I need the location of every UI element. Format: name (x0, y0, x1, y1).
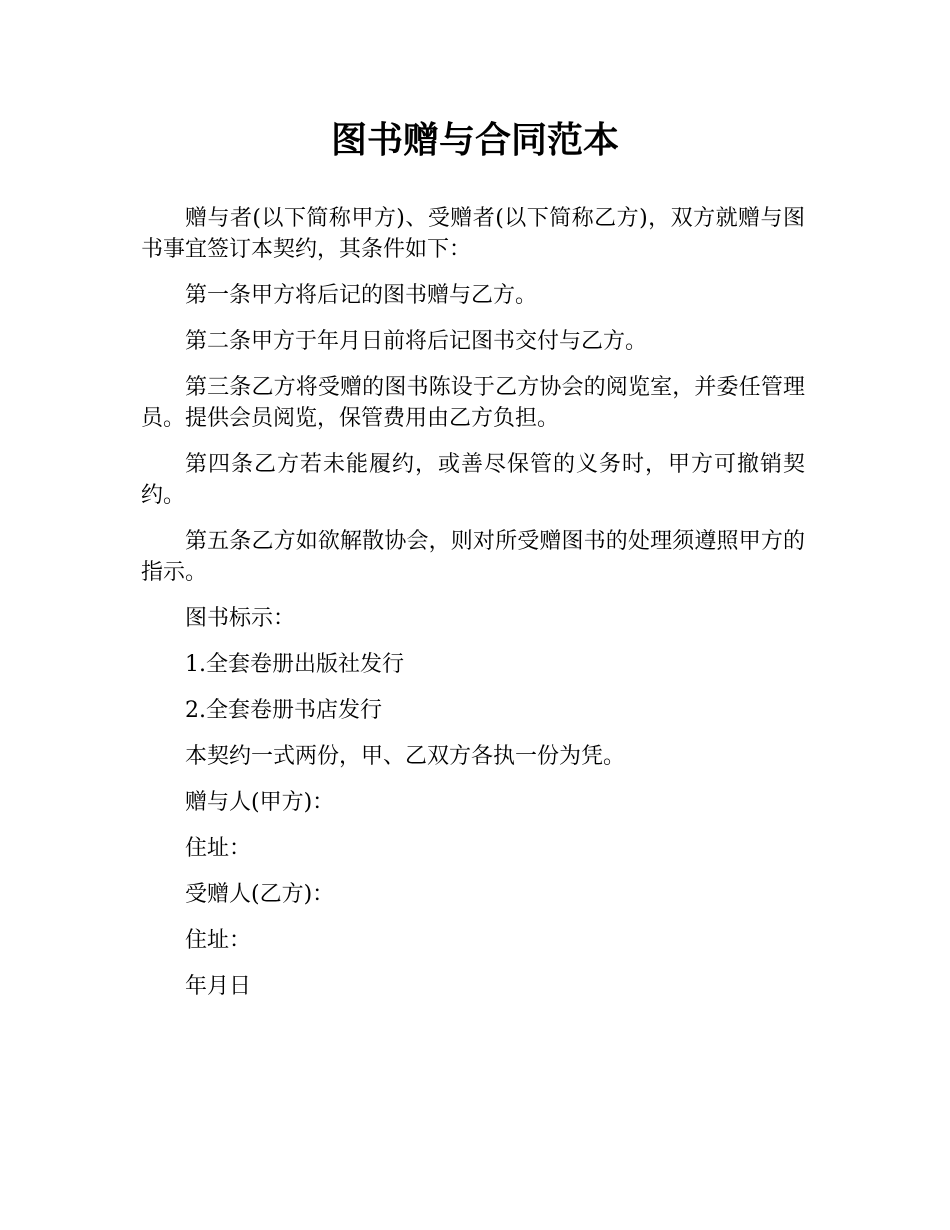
intro-paragraph: 赠与者(以下简称甲方)、受赠者(以下简称乙方)，双方就赠与图书事宜签订本契约，其条件如下： (141, 206, 805, 262)
book-item-1: 1.全套卷册出版社发行 (185, 652, 404, 677)
recipient-signature-line: 受赠人(乙方)： (185, 882, 335, 907)
document-title: 图书赠与合同范本 (330, 120, 619, 161)
article-2: 第二条甲方于年月日前将后记图书交付与乙方。 (185, 329, 648, 354)
donor-address-line: 住址： (185, 836, 252, 861)
date-line: 年月日 (185, 974, 252, 999)
article-3: 第三条乙方将受赠的图书陈设于乙方协会的阅览室，并委任管理员。提供会员阅览，保管费用由乙方负担。 (141, 375, 805, 431)
book-list-heading: 图书标示： (185, 606, 296, 631)
copies-clause: 本契约一式两份，甲、乙双方各执一份为凭。 (185, 744, 626, 769)
book-item-2: 2.全套卷册书店发行 (185, 698, 382, 723)
article-1: 第一条甲方将后记的图书赠与乙方。 (185, 283, 538, 308)
recipient-address-line: 住址： (185, 928, 252, 953)
document-body (141, 203, 805, 1017)
article-5: 第五条乙方如欲解散协会，则对所受赠图书的处理须遵照甲方的指示。 (141, 529, 805, 585)
article-4: 第四条乙方若未能履约，或善尽保管的义务时，甲方可撤销契约。 (141, 452, 805, 508)
donor-signature-line: 赠与人(甲方)： (185, 790, 335, 815)
